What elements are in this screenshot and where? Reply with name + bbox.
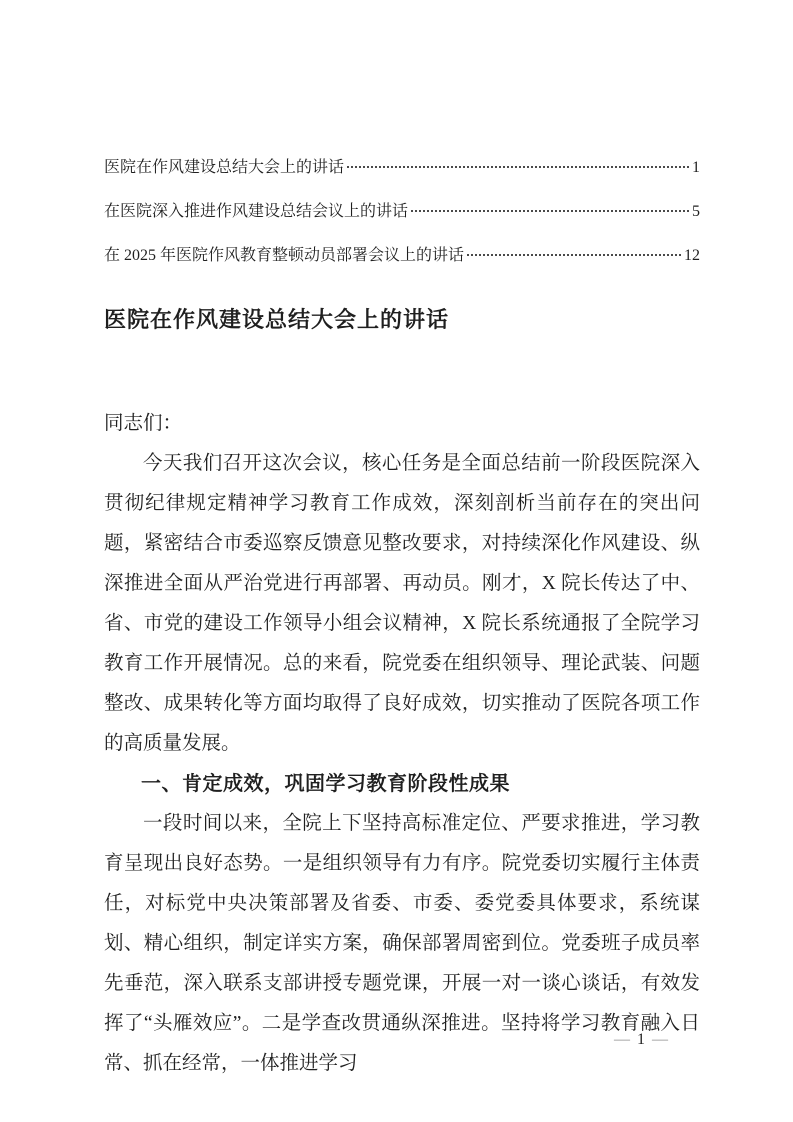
toc-entry-page-number: 12 <box>684 247 700 264</box>
table-of-contents <box>104 158 700 266</box>
toc-entry-title: 在医院深入推进作风建设总结会议上的讲话 <box>104 203 409 220</box>
toc-entry-title: 医院在作风建设总结大会上的讲话 <box>104 159 345 176</box>
toc-entry-page-number: 5 <box>692 203 700 220</box>
salutation: 同志们： <box>104 413 183 434</box>
toc-entry-1[interactable] <box>104 158 700 178</box>
toc-entry-page-number: 1 <box>692 159 700 176</box>
toc-dot-leader <box>411 210 689 212</box>
toc-entry-3[interactable] <box>104 246 700 266</box>
footer-page-number: 1 <box>637 1031 645 1048</box>
toc-entry-2[interactable] <box>104 202 700 222</box>
document-title: 医院在作风建设总结大会上的讲话 <box>104 307 450 332</box>
footer-dash-left: — <box>614 1031 630 1048</box>
toc-entry-title: 在 2025 年医院作风教育整顿动员部署会议上的讲话 <box>104 247 465 264</box>
toc-dot-leader <box>467 254 681 256</box>
page-number-footer <box>607 1030 675 1050</box>
footer-dash-right: — <box>652 1031 668 1048</box>
section-heading-1: 一、肯定成效，巩固学习教育阶段性成果 <box>141 773 510 795</box>
paragraph-2: 一段时间以来，全院上下坚持高标准定位、严要求推进，学习教育呈现出良好态势。一是组织领导有力有序。院党委切实履行主体责任，对标党中央决策部署及省委、市委、委党委具体要求，系统谋划、精心组织，制定详实方案，确保部署周密到位。党委班子成员率先垂范，深入联系支部讲授专题党课，开展一对一谈心谈话，有效发挥了“头雁效应”。二是学查改贯通纵深推进。坚持将学习教育融入日常、抓在经常，一体推进学习 <box>104 813 700 1074</box>
paragraph-1: 今天我们召开这次会议，核心任务是全面总结前一阶段医院深入贯彻纪律规定精神学习教育工作成效，深刻剖析当前存在的突出问题，紧密结合市委巡察反馈意见整改要求，对持续深化作风建设、纵深推进全面从严治党进行再部署、再动员。刚才，X 院长传达了中、省、市党的建设工作领导小组会议精神，X 院长系统通报了全院学习教育工作开展情况。总的来看，院党委在组织领导、理论武装、问题整改、成果转化等方面均取得了良好成效，切实推动了医院各项工作的高质量发展。 <box>104 453 700 754</box>
toc-dot-leader <box>347 166 689 168</box>
